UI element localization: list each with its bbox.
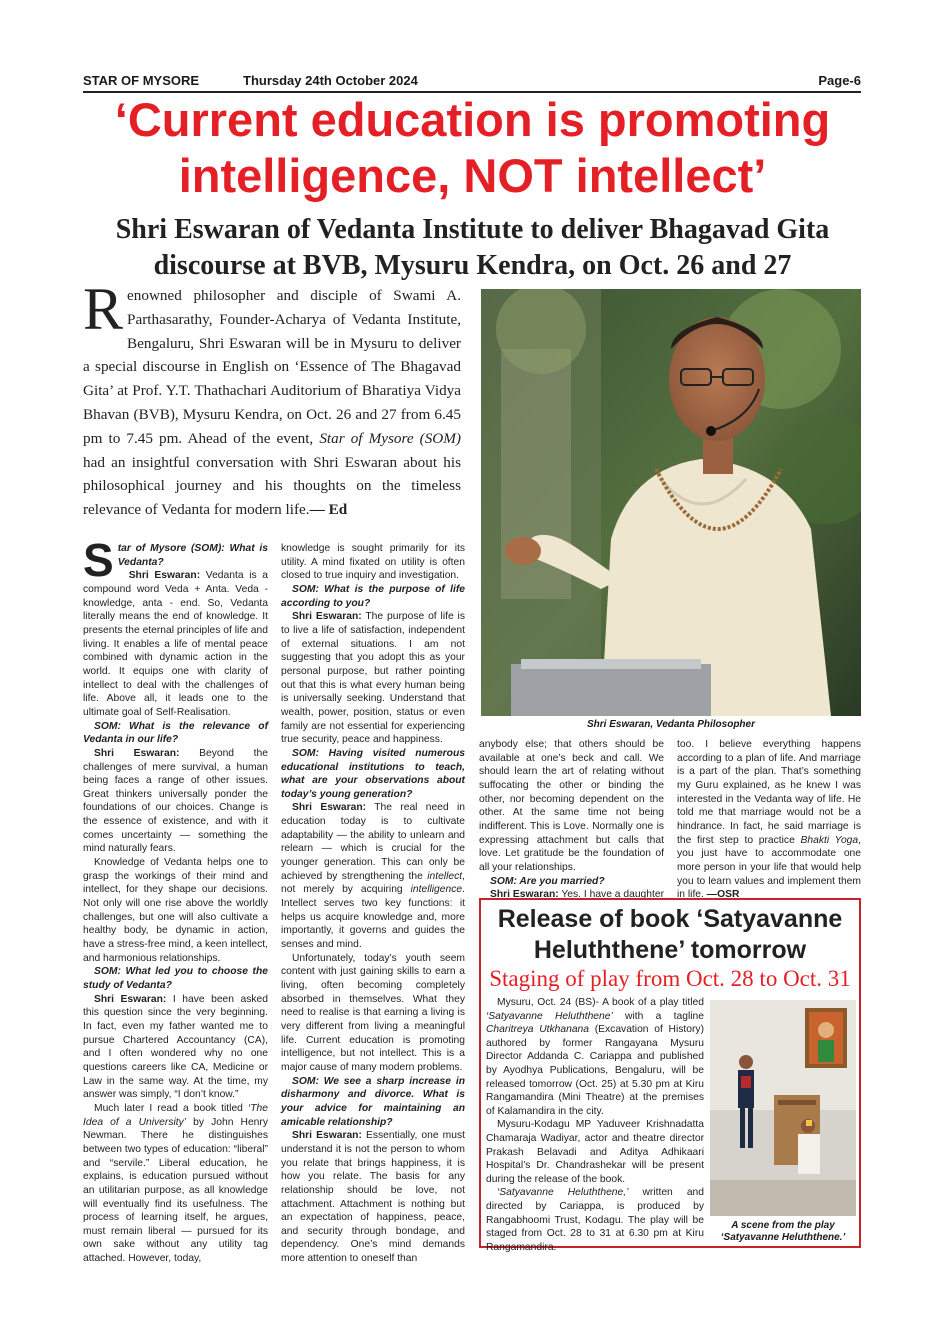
- col2-q1: SOM: What is the purpose of life according to you?: [281, 583, 465, 609]
- col1-p3: Knowledge of Vedanta helps one to grasp the workings of their mind and intellect, for they shape our decisions. Not only will one rise above the worldly challenges, but one will also cultivate a healthy body, be dynamic in action, have a stress-free mind, a keen intellect, and harmonious relationships.: [83, 857, 268, 964]
- col2-a2-a: The real need in education today is to cultivate adaptability — the ability to unlearn and relearn — which is crucial for the younger generation. This can only be achieved by strengthening the: [281, 802, 466, 882]
- col1-a3-text: I have been asked this question since the very beginning. In fact, even my father wanted me to pursue Chartered Accountancy (CA), and I often wondered why no one questions careers like CA, Medicine or Law in the same way. At the time, my answer was simply, “I don’t know.”: [83, 993, 268, 1101]
- col3-q1: SOM: Are you married?: [490, 875, 605, 887]
- col2-a1-label: Shri Eswaran:: [292, 611, 362, 623]
- release-p1-italic1: ‘Satyavanne Heluththene’: [486, 1010, 613, 1022]
- col2-a1-text: The purpose of life is to live a life of satisfaction, independent of external situations. I am not suggesting that you adopt this as your personal purpose, but rather pointing out that this is what every human being is universally seeking. Understand that wealth, power, position, status or even family are not essential for experiencing true security, peace and happiness.: [281, 611, 465, 746]
- article-column-2: [281, 542, 465, 1266]
- issue-date: Thursday 24th October 2024: [243, 73, 418, 88]
- play-scene-photo: [710, 1000, 856, 1216]
- release-p1-a: Mysuru, Oct. 24 (BS)- A book of a play titled: [497, 997, 704, 1008]
- col1-a2: [83, 747, 268, 856]
- col1-a3-label: Shri Eswaran:: [94, 993, 167, 1005]
- col1-a3: [83, 993, 268, 1102]
- intro-dropcap: R: [83, 276, 124, 342]
- headline: ‘Current education is promoting intelligence, NOT intellect’: [114, 93, 831, 202]
- col2-p4: Unfortunately, today’s youth seem content with just gaining skills to earn a living, often becoming completely absorbed in themselves. What they need to realise is that earning a living is very different from living a meaningful life. Current education is promoting intelligence, but not intellect. This is a major cause of many modern problems.: [281, 952, 465, 1073]
- col2-a2-italic1: intellect: [427, 870, 463, 882]
- col2-a3-text: Essentially, one must understand it is not the person to whom you relate that brings happiness, it is how you relate. The basis for any relationship should be love, not attachment. Attachment is nothing but an expectation of happiness, peace, and security through bondage, and dependency. One’s mind demands more attention to oneself than: [281, 1130, 465, 1265]
- page-number: Page-6: [818, 73, 861, 88]
- col2-q2: SOM: Having visited numerous educational institutions to teach, what are your observations about today’s young generation?: [281, 747, 465, 800]
- col2-a3: [281, 1129, 465, 1266]
- col1-p5: [83, 1102, 268, 1266]
- article-column-4: [677, 738, 861, 902]
- col2-q3: SOM: We see a sharp increase in disharmony and divorce. What is your advice for maintaining an amicable relationship?: [281, 1075, 465, 1128]
- col3-a1-label: Shri Eswaran:: [490, 889, 559, 901]
- release-p1-c: (Excavation of History) authored by former Rangayana Mysuru Director Addanda C. Cariappa and published by Ayodhya Publications, Bengaluru, will be released tomorrow (Oct. 25) at 5.30 pm at Kiru Rangamandira (Mini Theatre) at the premises of Kalamandira in the city.: [486, 1024, 704, 1117]
- photo-caption: Shri Eswaran, Vedanta Philosopher: [586, 719, 755, 730]
- col1-p5-italic: ‘The Idea of a University’: [83, 1102, 268, 1128]
- play-scene-illustration: [710, 1000, 856, 1216]
- col4-p1: [677, 738, 861, 902]
- col2-a2-label: Shri Eswaran:: [292, 802, 367, 814]
- subheadline: Shri Eswaran of Vedanta Institute to deliver Bhagavad Gita discourse at BVB, Mysuru Kendra, on Oct. 26 and 27: [115, 214, 830, 281]
- eswaran-photo-illustration: [481, 289, 861, 716]
- article-column-3: [479, 738, 664, 902]
- book-release-title: Release of book ‘Satyavanne Heluththene’ tomorrow: [497, 905, 843, 964]
- eswaran-photo: [481, 289, 861, 716]
- release-p1-italic2: Charitreya Utkhanana: [486, 1024, 590, 1036]
- col4-signoff: —OSR: [706, 889, 740, 901]
- intro-text-italic: Star of Mysore (SOM): [319, 429, 461, 447]
- col3-a1-text: Yes. I have a daughter: [558, 889, 665, 901]
- intro-text-b: had an insightful conversation with Shri Eswaran about his philosophical journey and his thoughts on the timeless relevance of Vedanta for modern life.: [83, 453, 461, 519]
- release-p3: [486, 1186, 704, 1254]
- col1-a2-label: Shri Eswaran:: [94, 747, 180, 759]
- col2-p1: knowledge is sought primarily for its utility. A mind fixated on utility is often closed to true inquiry and investigation.: [281, 543, 465, 582]
- col3-p1: anybody else; that others should be available at one’s beck and call. We should learn the art of relating without suffocating the other or binding the other, nor becoming dependent on the other. At the same time not being indifferent. This is Love. Normally one is expressing attachment but calls that love. Let gratitude be the foundation of all your relationships.: [479, 739, 664, 873]
- col4-p1-italic: Bhakti Yoga: [800, 834, 859, 846]
- release-p1: [486, 996, 704, 1118]
- release-p3-text: written and directed by Cariappa, is produced by Rangabhoomi Trust, Kodagu. The play will be staged from Oct. 28 to 31 at 6.30 pm at Kiru Rangamandira.: [486, 1187, 704, 1253]
- intro-paragraph: [83, 276, 461, 522]
- col1-q3: SOM: What led you to choose the study of Vedanta?: [83, 966, 268, 991]
- book-release-box: [479, 898, 861, 1253]
- col2-a1: [281, 610, 465, 747]
- col1-p5-a: Much later I read a book titled: [94, 1102, 248, 1114]
- col2-a2-b: , not merely by acquiring: [281, 870, 465, 896]
- release-p3-italic: ‘Satyavanne Heluththene,’: [497, 1187, 629, 1199]
- col1-p5-b: by John Henry Newman. There he distinguishes between two types of education: “liberal” and “servile.” Liberal education, he explains, is education pursued without an utilitarian purpose, as all knowledge will eventually find its usefulness. The process of learning itself, he argues, must remain liberal — pursued for its own sake without any utility tag attached. However, today,: [83, 1116, 268, 1265]
- col1-a1-text: Vedanta is a compound word Veda + Anta. Veda - knowledge, anta - end. So, Vedanta literally means the end of knowledge. It presents the eternal principles of life and living. It enables a life of mental peace combined with dynamic action in the world. It equips one with clarity of intellect to deal with the challenges of life. Above all, it leads one to the ultimate goal of Self-Realisation.: [83, 570, 268, 718]
- col1-dropcap: S: [83, 534, 114, 586]
- col1-a1-label: Shri Eswaran:: [128, 570, 201, 582]
- book-release-text: [486, 996, 704, 1254]
- page-header: [83, 73, 861, 93]
- col1-a2-text: Beyond the challenges of mere survival, a human being faces a range of other issues. Great thinkers universally ponder the foundations of our choices. Change is the essence of existence, and with it comes uncertainty — something the mind naturally fears.: [83, 747, 269, 855]
- book-release-subtitle: Staging of play from Oct. 28 to Oct. 31: [489, 966, 851, 991]
- release-p1-b: with a tagline: [612, 1010, 704, 1022]
- col1-q1-text: tar of Mysore (SOM): What is Vedanta?: [117, 543, 268, 568]
- intro-signoff: — Ed: [309, 501, 348, 519]
- col1-a1: [83, 569, 268, 719]
- col2-a2-italic2: intelligence: [410, 884, 463, 896]
- intro-text-a: enowned philosopher and disciple of Swami A. Parthasarathy, Founder-Acharya of Vedanta Institute, Bengaluru, Shri Eswaran will be in Mysuru to deliver a special discourse in English on ‘Essence of The Bhagavad Gita’ at Prof. Y.T. Thathachari Auditorium of Bharatiya Vidya Bhavan (BVB), Mysuru Kendra, on Oct. 26 and 27 from 6.45 pm to 7.45 pm. Ahead of the event,: [83, 287, 461, 447]
- release-p2: Mysuru-Kodagu MP Yaduveer Krishnadatta Chamaraja Wadiyar, actor and theatre director Prakash Belavadi and Aditya Adhikaari Hospital’s Dr. Chandrashekar will be present during the release of the book.: [486, 1119, 704, 1185]
- col1-q2: SOM: What is the relevance of Vedanta in our life?: [83, 720, 268, 746]
- col2-a2: [281, 801, 465, 951]
- col4-p1-b: , you just have to accommodate one more person in your life that would help you to learn values and implement them in life.: [677, 834, 862, 901]
- publication-name: STAR OF MYSORE: [83, 73, 200, 88]
- col2-a3-label: Shri Eswaran:: [292, 1130, 362, 1142]
- col2-a2-c: . Intellect serves two key functions: it helps us acquire knowledge and, more importantly, it governs and guides the senses and mind.: [281, 884, 465, 951]
- article-column-1: [83, 534, 269, 1266]
- col4-p1-a: too. I believe everything happens according to a plan of life. And marriage is a part of the plan. That’s something my Guru explained, as he knew I was interested in the Vedanta way of life. He told me that marriage would not be a hindrance. In fact, he said marriage is the first step to practice: [677, 739, 861, 846]
- play-scene-caption: A scene from the play ‘Satyavanne Heluththene.’: [720, 1220, 846, 1243]
